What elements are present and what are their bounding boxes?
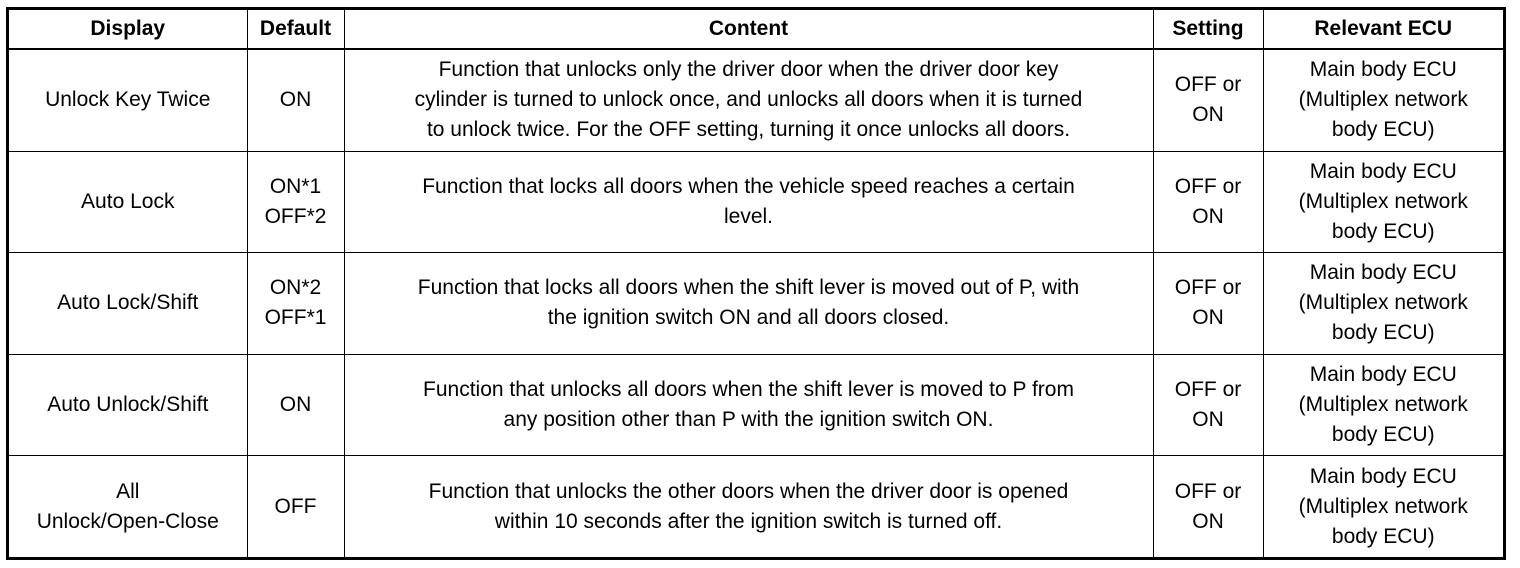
cell-content [344, 456, 1153, 557]
cell-default-line: OFF [274, 494, 317, 518]
cell-setting-line: OFF or [1174, 378, 1242, 402]
cell-content-line: Function that locks all doors when the shift lever is moved out of P, with [417, 276, 1080, 300]
cell-display [9, 354, 247, 456]
cell-display [9, 253, 247, 355]
cell-ecu-line: Main body ECU [1309, 261, 1457, 285]
cell-setting [1153, 456, 1263, 557]
cell-ecu-line: (Multiplex network [1298, 494, 1468, 518]
cell-content-line: any position other than P with the ignition switch ON. [503, 408, 994, 432]
cell-setting-line: ON [1192, 204, 1224, 228]
table-row [9, 354, 1503, 456]
cell-ecu-line: Main body ECU [1309, 159, 1457, 183]
cell-content [344, 151, 1153, 253]
cell-display [9, 151, 247, 253]
cell-ecu-line: Main body ECU [1309, 58, 1457, 82]
table-row [9, 151, 1503, 253]
cell-setting-line: ON [1192, 306, 1224, 330]
cell-default-line: ON [279, 88, 312, 112]
cell-setting-line: ON [1192, 509, 1224, 533]
cell-content-line: level. [723, 204, 774, 228]
cell-content-line: the ignition switch ON and all doors closed. [547, 306, 950, 330]
cell-display-line: Auto Lock [81, 189, 175, 213]
cell-content-line: to unlock twice. For the OFF setting, turning it once unlocks all doors. [426, 118, 1071, 142]
cell-content-line: cylinder is turned to unlock once, and unlocks all doors when it is turned [414, 88, 1083, 112]
cell-relevant-ecu [1263, 354, 1503, 456]
cell-default-line: OFF*1 [264, 306, 327, 330]
cell-ecu-line: Main body ECU [1309, 464, 1457, 488]
table-row [9, 253, 1503, 355]
cell-display-line: Auto Lock/Shift [57, 291, 199, 315]
table-row [9, 49, 1503, 151]
cell-setting [1153, 49, 1263, 151]
cell-content-line: Function that unlocks only the driver door when the driver door key [438, 58, 1059, 82]
cell-ecu-line: body ECU) [1331, 321, 1435, 345]
cell-setting [1153, 354, 1263, 456]
cell-relevant-ecu [1263, 151, 1503, 253]
header-display: Display [9, 10, 247, 49]
cell-content-line: Function that locks all doors when the vehicle speed reaches a certain [422, 174, 1075, 198]
cell-content-line: Function that unlocks the other doors when the driver door is opened [428, 479, 1069, 503]
cell-display-line: All [116, 479, 140, 503]
header-row [9, 10, 1503, 49]
cell-relevant-ecu [1263, 49, 1503, 151]
customize-function-table [9, 10, 1503, 557]
cell-default-line: ON*1 [269, 174, 322, 198]
cell-content [344, 354, 1153, 456]
cell-relevant-ecu [1263, 456, 1503, 557]
cell-default [247, 456, 344, 557]
cell-setting-line: OFF or [1174, 479, 1242, 503]
header-setting: Setting [1153, 10, 1263, 49]
cell-ecu-line: body ECU) [1331, 118, 1435, 142]
cell-content-line: within 10 seconds after the ignition switch is turned off. [494, 509, 1003, 533]
cell-setting-line: OFF or [1174, 276, 1242, 300]
cell-setting-line: OFF or [1174, 174, 1242, 198]
cell-content [344, 49, 1153, 151]
cell-relevant-ecu [1263, 253, 1503, 355]
table-row [9, 456, 1503, 557]
cell-default [247, 354, 344, 456]
header-default: Default [247, 10, 344, 49]
cell-content-line: Function that unlocks all doors when the shift lever is moved to P from [423, 378, 1074, 402]
header-content: Content [344, 10, 1153, 49]
cell-display-line: Unlock Key Twice [45, 88, 211, 112]
cell-ecu-line: (Multiplex network [1298, 88, 1468, 112]
table-body [9, 49, 1503, 557]
cell-ecu-line: body ECU) [1331, 524, 1435, 548]
cell-display [9, 49, 247, 151]
cell-ecu-line: body ECU) [1331, 423, 1435, 447]
cell-content [344, 253, 1153, 355]
cell-setting-line: ON [1192, 103, 1224, 127]
cell-setting [1153, 151, 1263, 253]
cell-ecu-line: Main body ECU [1309, 363, 1457, 387]
cell-default [247, 151, 344, 253]
cell-default-line: ON*2 [269, 276, 322, 300]
cell-setting-line: ON [1192, 408, 1224, 432]
cell-ecu-line: (Multiplex network [1298, 393, 1468, 417]
cell-default [247, 253, 344, 355]
cell-default-line: ON [279, 393, 312, 417]
cell-default [247, 49, 344, 151]
cell-display-line: Unlock/Open-Close [36, 509, 219, 533]
cell-ecu-line: body ECU) [1331, 219, 1435, 243]
cell-default-line: OFF*2 [264, 204, 327, 228]
header-relevant-ecu: Relevant ECU [1263, 10, 1503, 49]
customize-function-table-frame [6, 7, 1506, 560]
cell-ecu-line: (Multiplex network [1298, 291, 1468, 315]
cell-ecu-line: (Multiplex network [1298, 189, 1468, 213]
cell-display [9, 456, 247, 557]
cell-display-line: Auto Unlock/Shift [47, 393, 209, 417]
cell-setting-line: OFF or [1174, 73, 1242, 97]
cell-setting [1153, 253, 1263, 355]
